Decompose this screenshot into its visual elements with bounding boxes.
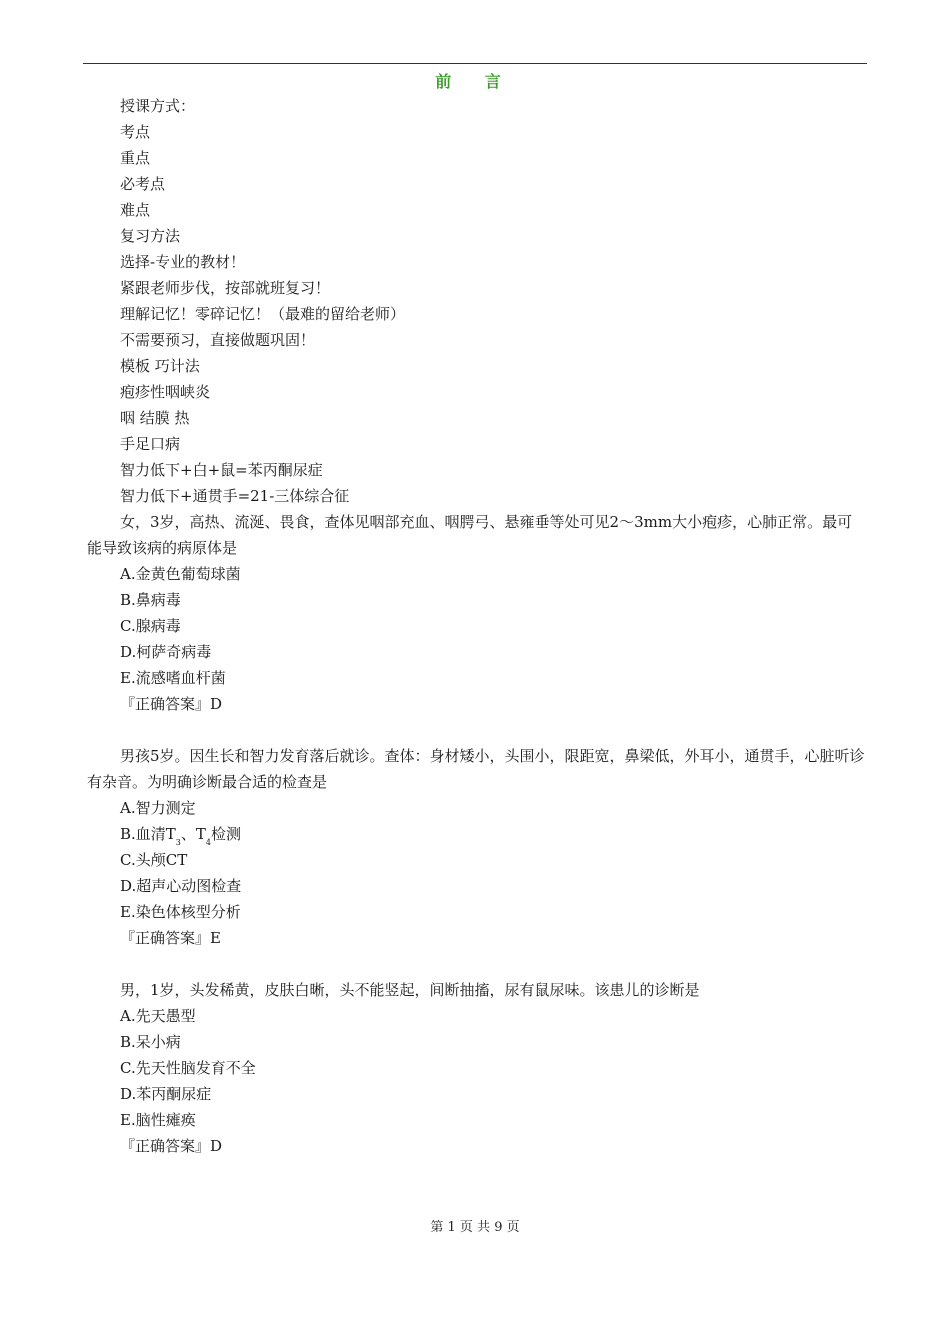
preface-line: 难点 — [120, 201, 151, 219]
header-rule — [83, 63, 867, 64]
question-stem: 男孩5岁。因生长和智力发育落后就诊。查体：身材矮小，头围小，限距宽，鼻梁低，外耳小，通贯手，心脏听诊有杂音。为明确诊断最合适的检查是 — [87, 747, 865, 791]
preface-line: 模板 巧计法 — [120, 357, 200, 375]
option-c: C.头颅CT — [120, 851, 188, 869]
spacer — [87, 717, 867, 743]
option-b-mid: 、T — [180, 825, 206, 843]
preface-line: 理解记忆！零碎记忆！（最难的留给老师） — [120, 305, 406, 323]
subscript-4: 4 — [205, 838, 211, 847]
preface-line: 智力低下+白+鼠=苯丙酮尿症 — [120, 461, 323, 479]
preface-list — [87, 93, 867, 509]
option-b — [87, 821, 867, 847]
option-e: E.流感嗜血杆菌 — [120, 669, 226, 687]
preface-line: 复习方法 — [120, 227, 181, 245]
preface-line: 考点 — [120, 123, 151, 141]
spacer — [87, 951, 867, 977]
page-number: 第 1 页 共 9 页 — [430, 1220, 520, 1235]
preface-line: 疱疹性咽峡炎 — [120, 383, 211, 401]
preface-line: 紧跟老师步伐，按部就班复习！ — [120, 279, 331, 297]
preface-line: 咽 结膜 热 — [120, 409, 190, 427]
preface-line: 授课方式： — [120, 97, 196, 115]
option-d: D.苯丙酮尿症 — [120, 1085, 212, 1103]
preface-line: 选择-专业的教材！ — [120, 253, 246, 271]
correct-answer: 『正确答案』E — [120, 929, 221, 947]
preface-line: 重点 — [120, 149, 151, 167]
correct-answer: 『正确答案』D — [120, 695, 223, 713]
correct-answer: 『正确答案』D — [120, 1137, 223, 1155]
option-b-prefix: B.血清T — [120, 825, 176, 843]
option-a: A.先天愚型 — [120, 1007, 196, 1025]
question-stem: 男，1岁，头发稀黄，皮肤白晰，头不能竖起，间断抽搐，尿有鼠尿味。该患儿的诊断是 — [120, 981, 700, 999]
option-c: C.先天性脑发育不全 — [120, 1059, 256, 1077]
preface-line: 手足口病 — [120, 435, 181, 453]
option-c: C.腺病毒 — [120, 617, 181, 635]
preface-line: 智力低下+通贯手=21-三体综合征 — [120, 487, 350, 505]
option-a: A.金黄色葡萄球菌 — [120, 565, 241, 583]
preface-line: 不需要预习，直接做题巩固！ — [120, 331, 316, 349]
subscript-3: 3 — [175, 838, 181, 847]
option-b: B.鼻病毒 — [120, 591, 181, 609]
option-b: B.呆小病 — [120, 1033, 181, 1051]
document-body — [87, 93, 867, 1159]
question-3 — [87, 977, 867, 1159]
option-e: E.染色体核型分析 — [120, 903, 241, 921]
option-e: E.脑性瘫痪 — [120, 1111, 196, 1129]
question-1 — [87, 509, 867, 717]
option-b-suffix: 检测 — [211, 825, 242, 843]
preface-line: 必考点 — [120, 175, 166, 193]
option-a: A.智力测定 — [120, 799, 196, 817]
page-title: 前 言 — [435, 72, 515, 91]
option-d: D.超声心动图检查 — [120, 877, 242, 895]
question-2 — [87, 743, 867, 951]
option-d: D.柯萨奇病毒 — [120, 643, 212, 661]
question-stem: 女，3岁，高热、流涎、畏食，查体见咽部充血、咽腭弓、悬雍垂等处可见2～3mm大小疱疹，心肺正常。最可能导致该病的病原体是 — [87, 513, 853, 557]
